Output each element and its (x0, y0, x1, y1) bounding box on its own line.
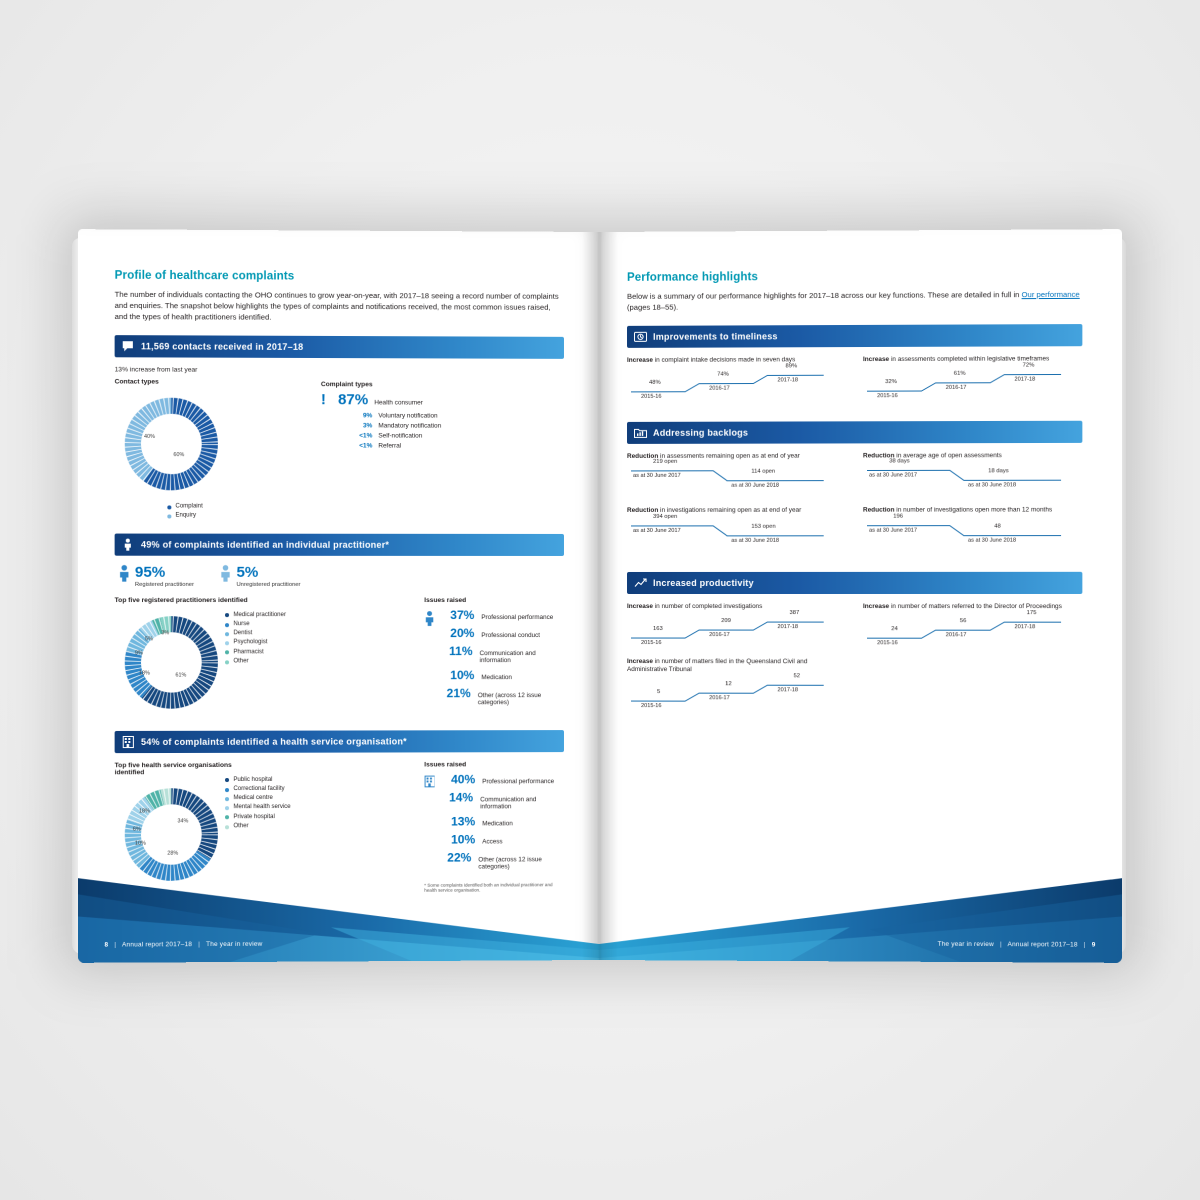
year-label: 2015-16 (641, 393, 662, 400)
date-label: as at 30 June 2018 (967, 482, 1017, 489)
complaint-type-row (321, 432, 564, 440)
complaint-type-pct: <1% (359, 442, 373, 450)
issue-name: Access (482, 837, 503, 846)
value-label: 61% (953, 370, 966, 377)
value-label: 153 open (751, 523, 776, 530)
legend-item (225, 775, 410, 785)
value-label: 387 (789, 609, 800, 616)
building-icon (115, 736, 141, 748)
step-chart (627, 362, 845, 402)
metric-text: in average age of open assessments (894, 451, 1002, 460)
stat-label: Registered practitioner (134, 581, 194, 588)
metric-emphasis: Increase (627, 602, 653, 610)
donut-label-public-hospital: 34% (177, 817, 189, 825)
banner-health-service-organisation (115, 730, 564, 753)
value-label: 175 (1026, 609, 1037, 616)
donut-label-enquiry: 40% (144, 433, 155, 440)
step-chart (863, 362, 1082, 401)
metric-text: in number of investigations open more than 12 months (894, 506, 1053, 514)
issue-pct: 37% (450, 607, 475, 622)
left-page (78, 229, 599, 963)
metric-text: in number of matters referred to the Director of Proceedings (889, 602, 1062, 611)
issue-name: Professional conduct (481, 631, 540, 639)
legend-label: Other (233, 658, 249, 665)
issue-pct: 21% (446, 685, 471, 700)
complaint-type-name: Health consumer (374, 399, 423, 407)
metric-emphasis: Reduction (862, 452, 895, 460)
year-label: 2017-18 (777, 687, 799, 694)
issue-pct: 22% (447, 850, 472, 865)
value-label: 48 (994, 523, 1001, 530)
issue-row (441, 814, 564, 828)
value-label: 38 days (889, 458, 910, 465)
complaint-type-name: Self-notification (378, 432, 423, 440)
year-label: 2017-18 (1014, 623, 1036, 630)
step-chart (627, 673, 845, 711)
issue-row (441, 772, 564, 786)
issue-pct: 10% (450, 667, 475, 682)
step-chart (863, 609, 1082, 648)
date-label: as at 30 June 2018 (731, 537, 780, 544)
value-label: 72% (1022, 362, 1035, 369)
metric-completed-investigations (627, 603, 845, 648)
year-label: 2015-16 (877, 639, 898, 646)
banner-individual-title: 49% of complaints identified an individual practitioner* (140, 539, 390, 550)
value-label: 89% (785, 362, 798, 370)
legend-swatch-icon (225, 613, 229, 617)
banner-individual-practitioner (115, 533, 564, 555)
date-label: as at 30 June 2017 (633, 473, 681, 480)
step-chart (863, 513, 1082, 551)
year-label: 2016-17 (709, 695, 730, 702)
value-label: 209 (721, 617, 731, 624)
legend-item (225, 611, 410, 620)
legend-item (225, 784, 410, 794)
stat-value: 95% (134, 563, 166, 581)
year-label: 2016-17 (709, 385, 730, 392)
issue-row (440, 668, 564, 682)
metric-investigations-over-12-months (863, 507, 1082, 552)
value-label: 56 (959, 617, 967, 624)
metric-investigations-open (627, 507, 845, 552)
right-page (599, 229, 1122, 963)
complaint-type-row (321, 412, 564, 420)
banner-addressing-backlogs (627, 420, 1082, 443)
legend-item (225, 822, 410, 832)
issue-name: Communication and information (479, 649, 536, 664)
building-icon (424, 774, 435, 788)
issue-name: Professional performance (482, 777, 555, 785)
page-title-left: Profile of healthcare complaints (114, 269, 295, 283)
legend-item (225, 620, 410, 629)
date-label: as at 30 June 2017 (869, 472, 918, 479)
date-label: as at 30 June 2017 (869, 527, 918, 534)
donut-label-mental-health: 10% (134, 840, 146, 847)
speech-bubble-icon (115, 341, 141, 352)
intro-text-after: (pages 18–55). (627, 302, 679, 312)
complaint-type-name: Voluntary notification (378, 412, 438, 420)
value-label: 18 days (988, 468, 1009, 475)
legend-item (167, 502, 306, 512)
complaint-type-name: Referral (378, 442, 402, 450)
folio-page-number: 8 (104, 941, 109, 949)
intro-paragraph-left: The number of individuals contacting the OHO continues to grow year-on-year, with 2017–18 seeing a record number of complaints and enquiries. The snapshot below highlights the types of complaints and notifications received, the most common issues raised, and the types of health practitioners identified. (114, 289, 559, 322)
step-chart (627, 459, 845, 497)
folio-left: 8 | Annual report 2017–18 | The year in review (104, 940, 263, 949)
complaint-type-row (321, 422, 564, 430)
issues-raised-label-organisation: Issues raised (424, 760, 467, 769)
value-label: 163 (653, 625, 663, 632)
legend-swatch-icon (167, 514, 171, 518)
year-label: 2015-16 (641, 702, 662, 709)
value-label: 32% (885, 378, 897, 385)
year-label: 2017-18 (777, 623, 799, 630)
folio-text-1: Annual report 2017–18 (121, 941, 193, 949)
year-label: 2015-16 (877, 392, 898, 399)
growth-arrow-icon (627, 577, 653, 588)
value-label: 219 open (653, 459, 678, 466)
legend-label: Dentist (233, 630, 253, 637)
legend-swatch-icon (225, 651, 229, 655)
clock-screen-icon (627, 331, 653, 342)
legend-label: Mental health service (233, 804, 291, 811)
our-performance-link[interactable]: Our performance (1021, 289, 1080, 300)
footnote-left: * Some complaints identified both an individual practitioner and health service organisation. (424, 881, 553, 893)
step-chart (863, 458, 1082, 497)
person-icon (115, 538, 141, 550)
legend-label: Pharmacist (233, 649, 264, 656)
legend-label: Public hospital (233, 776, 273, 783)
metric-qcat-matters (627, 658, 845, 712)
issue-row (440, 608, 564, 622)
step-chart (627, 513, 845, 552)
banner-contacts-title: 11,569 contacts received in 2017–18 (140, 341, 304, 352)
step-chart (627, 609, 845, 648)
banner-contacts-received (115, 335, 564, 359)
section-title: Improvements to timeliness (653, 331, 778, 342)
legend-swatch-icon (167, 505, 171, 509)
section-title: Addressing backlogs (653, 427, 749, 438)
issue-name: Other (across 12 issue categories) (477, 691, 542, 706)
stat-unregistered (220, 564, 300, 587)
metric-emphasis: Increase (627, 356, 653, 364)
metric-emphasis: Increase (862, 602, 890, 610)
folio-page-number: 9 (1091, 941, 1096, 949)
metric-director-of-proceedings (863, 603, 1082, 648)
value-label: 74% (717, 371, 729, 378)
exclamation-icon: ! (320, 391, 326, 409)
metric-emphasis: Increase (627, 657, 653, 665)
stat-label: Unregistered practitioner (236, 581, 301, 588)
complaint-type-pct: 3% (362, 422, 373, 430)
donut-label-complaint: 60% (173, 452, 185, 459)
metric-text: in investigations remaining open as at end of year (658, 507, 802, 515)
legend-label: Nurse (233, 621, 250, 628)
issue-pct: 10% (451, 832, 476, 847)
date-label: as at 30 June 2018 (731, 482, 780, 490)
donut-label-medical: 61% (175, 672, 187, 679)
legend-item (167, 512, 306, 522)
value-label: 52 (793, 673, 801, 680)
issues-raised-label-practitioner: Issues raised (424, 596, 467, 604)
person-icon (220, 564, 231, 581)
top-orgs-label: Top five health service organisations identified (114, 761, 232, 776)
folio-right: The year in review | Annual report 2017–18 | 9 (937, 940, 1096, 949)
legend-label: Medical practitioner (233, 611, 286, 618)
legend-label: Other (233, 823, 249, 830)
issue-row (440, 644, 564, 664)
value-label: 114 open (751, 468, 776, 476)
issue-pct: 14% (449, 789, 474, 805)
issue-pct: 40% (451, 771, 476, 787)
folio-text-2: The year in review (206, 940, 263, 949)
metric-text: in assessments completed within legislative timeframes (889, 355, 1050, 363)
person-icon (424, 610, 434, 627)
legend-swatch-icon (225, 641, 229, 645)
metric-emphasis: Reduction (862, 506, 895, 514)
issue-name: Medication (482, 819, 513, 827)
issue-pct: 11% (449, 643, 473, 658)
top-practitioners-label: Top five registered practitioners identified (114, 596, 248, 604)
issue-name: Professional performance (481, 613, 554, 621)
issue-pct: 20% (450, 625, 475, 640)
legend-swatch-icon (225, 632, 229, 636)
donut-label-private-hospital: 6% (132, 826, 141, 833)
banner-improvements-timeliness (627, 324, 1082, 348)
legend-label: Medical centre (233, 795, 273, 802)
stat-registered (119, 564, 194, 587)
metric-text: in number of completed investigations (652, 602, 763, 610)
donut-label-dentist: 9% (134, 649, 143, 657)
year-label: 2015-16 (641, 639, 662, 646)
value-label: 48% (649, 379, 661, 386)
contact-types-donut-chart (115, 387, 228, 500)
legend-label: Enquiry (175, 512, 197, 519)
complaint-type-pct: <1% (359, 432, 373, 440)
metric-text: in assessments remaining open as at end of year (658, 452, 800, 460)
donut-label-psychologist: 5% (145, 635, 153, 642)
issue-name: Medication (481, 673, 512, 681)
legend-item (225, 794, 410, 804)
stat-value: 5% (236, 563, 259, 581)
issue-row (441, 790, 564, 810)
donut-label-nurse: 18% (138, 670, 150, 677)
year-label: 2016-17 (709, 631, 730, 638)
complaint-types-list (321, 392, 564, 450)
complaint-type-pct: 9% (362, 412, 373, 420)
legend-label: Complaint (175, 503, 203, 510)
issue-row (440, 686, 564, 706)
complaint-type-row (321, 442, 564, 450)
person-icon (119, 564, 130, 581)
date-label: as at 30 June 2017 (633, 527, 681, 534)
metric-assessments-timeframes (863, 355, 1082, 401)
year-label: 2016-17 (945, 631, 967, 638)
complaint-type-row (321, 392, 564, 408)
legend-item (225, 639, 410, 648)
metric-assessments-open (627, 452, 845, 497)
date-label: as at 30 June 2018 (967, 537, 1017, 544)
value-label: 196 (893, 513, 903, 520)
legend-swatch-icon (225, 623, 229, 627)
top-practitioners-donut-chart (115, 606, 228, 719)
donut-label-medical-centre: 18% (138, 808, 150, 815)
legend-item (225, 648, 410, 657)
value-label: 5 (657, 688, 661, 695)
issue-name: Communication and information (480, 795, 537, 810)
value-label: 24 (891, 625, 898, 632)
legend-item (225, 629, 410, 638)
top-orgs-legend (225, 775, 410, 832)
issue-row (440, 626, 564, 640)
year-label: 2017-18 (777, 376, 799, 384)
donut-label-pharmacist: 3% (161, 629, 170, 636)
legend-label: Psychologist (233, 639, 268, 646)
legend-label: Correctional facility (233, 785, 285, 792)
metric-emphasis: Reduction (627, 507, 659, 515)
folio-text-1: The year in review (937, 940, 994, 949)
metric-text: in number of matters filed in the Queensland Civil and Administrative Tribunal (627, 657, 808, 674)
metric-emphasis: Reduction (627, 452, 659, 460)
banner-increased-productivity (627, 572, 1082, 594)
top-practitioners-legend (225, 611, 410, 667)
complaint-type-pct: 87% (338, 391, 369, 409)
page-title-right: Performance highlights (627, 271, 758, 284)
year-label: 2016-17 (945, 384, 967, 391)
metric-emphasis: Increase (862, 355, 890, 364)
value-label: 12 (725, 681, 732, 688)
complaint-types-label: Complaint types (320, 381, 373, 389)
contact-types-label: Contact types (114, 378, 159, 386)
donut-label-correctional: 28% (167, 850, 179, 857)
complaint-type-name: Mandatory notification (378, 422, 442, 430)
section-title: Increased productivity (653, 577, 754, 588)
legend-swatch-icon (225, 660, 229, 664)
legend-label: Private hospital (233, 813, 275, 820)
metric-average-age-assessments (863, 452, 1082, 497)
metric-intake-decisions (627, 356, 845, 401)
folio-text-2: Annual report 2017–18 (1007, 941, 1078, 949)
intro-text-before: Below is a summary of our performance highlights for 2017–18 across our key functions. These are detailed in full in (627, 290, 1022, 301)
metric-text: in complaint intake decisions made in seven days (652, 356, 796, 364)
contact-types-legend (167, 502, 306, 521)
legend-item (225, 657, 410, 667)
banner-organisation-title: 54% of complaints identified a health service organisation* (140, 735, 407, 747)
folder-chart-icon (627, 427, 653, 438)
increase-note: 13% increase from last year (114, 366, 198, 374)
open-book (82, 232, 1118, 972)
year-label: 2017-18 (1014, 376, 1036, 383)
issue-pct: 13% (451, 813, 476, 829)
value-label: 394 open (653, 513, 678, 520)
issue-name: Other (across 12 issue categories) (478, 855, 542, 871)
intro-paragraph-right (627, 289, 1082, 313)
